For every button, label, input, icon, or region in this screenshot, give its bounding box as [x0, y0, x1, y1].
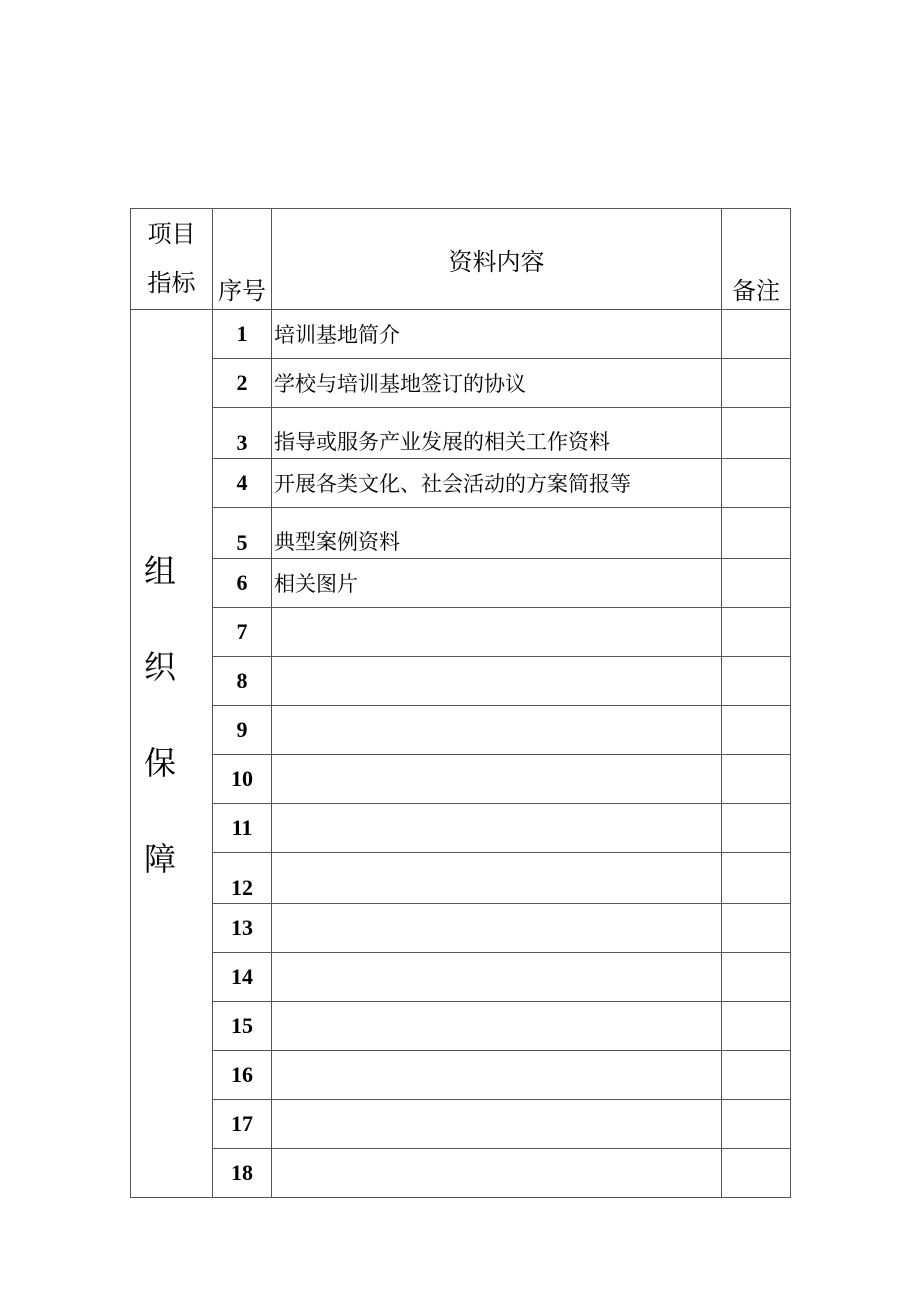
row-content: 开展各类文化、社会活动的方案简报等 — [272, 459, 722, 508]
row-number: 13 — [213, 904, 272, 953]
header-row — [131, 209, 791, 310]
row-note — [722, 1100, 791, 1149]
row-note — [722, 755, 791, 804]
row-number: 17 — [213, 1100, 272, 1149]
table-row — [131, 755, 791, 804]
table-row — [131, 1149, 791, 1198]
row-number: 8 — [213, 657, 272, 706]
row-content — [272, 755, 722, 804]
row-content — [272, 657, 722, 706]
table-row — [131, 608, 791, 657]
row-content — [272, 904, 722, 953]
category-char: 保 — [144, 743, 177, 782]
row-note — [722, 804, 791, 853]
row-number: 9 — [213, 706, 272, 755]
table-row — [131, 706, 791, 755]
materials-table — [130, 208, 791, 1198]
row-content: 典型案例资料 — [272, 508, 722, 559]
row-content — [272, 953, 722, 1002]
table-row — [131, 657, 791, 706]
table-row — [131, 459, 791, 508]
table-row — [131, 508, 791, 559]
row-number: 5 — [213, 508, 272, 559]
row-note — [722, 853, 791, 904]
header-content: 资料内容 — [272, 209, 722, 310]
table-row — [131, 804, 791, 853]
table-row — [131, 853, 791, 904]
row-note — [722, 359, 791, 408]
row-content: 培训基地简介 — [272, 310, 722, 359]
row-note — [722, 608, 791, 657]
row-note — [722, 1051, 791, 1100]
row-content — [272, 608, 722, 657]
row-content — [272, 1051, 722, 1100]
table-row — [131, 359, 791, 408]
row-note — [722, 953, 791, 1002]
header-seq: 序号 — [213, 209, 272, 310]
row-note — [722, 1149, 791, 1198]
row-number: 18 — [213, 1149, 272, 1198]
row-number: 1 — [213, 310, 272, 359]
row-number: 11 — [213, 804, 272, 853]
category-char: 织 — [144, 647, 177, 686]
row-content — [272, 853, 722, 904]
row-content — [272, 706, 722, 755]
row-content — [272, 1100, 722, 1149]
table-row — [131, 408, 791, 459]
row-number: 6 — [213, 559, 272, 608]
row-content — [272, 804, 722, 853]
category-char: 障 — [144, 839, 177, 878]
row-note — [722, 559, 791, 608]
row-number: 16 — [213, 1051, 272, 1100]
row-content: 相关图片 — [272, 559, 722, 608]
table-row — [131, 1100, 791, 1149]
table-row — [131, 1051, 791, 1100]
row-note — [722, 1002, 791, 1051]
row-note — [722, 706, 791, 755]
header-item-indicator — [131, 209, 213, 310]
category-organization-guarantee — [131, 310, 213, 1198]
table-row — [131, 559, 791, 608]
row-content: 指导或服务产业发展的相关工作资料 — [272, 408, 722, 459]
row-number: 4 — [213, 459, 272, 508]
row-note — [722, 310, 791, 359]
header-item-line1: 项目 — [147, 220, 196, 248]
row-content — [272, 1149, 722, 1198]
row-note — [722, 904, 791, 953]
row-number: 15 — [213, 1002, 272, 1051]
table-row — [131, 1002, 791, 1051]
header-note: 备注 — [722, 209, 791, 310]
table-row — [131, 953, 791, 1002]
row-number: 14 — [213, 953, 272, 1002]
header-item-line2: 指标 — [147, 269, 196, 297]
row-content: 学校与培训基地签订的协议 — [272, 359, 722, 408]
table-row — [131, 904, 791, 953]
category-char: 组 — [144, 551, 177, 590]
row-note — [722, 508, 791, 559]
row-number: 10 — [213, 755, 272, 804]
row-note — [722, 657, 791, 706]
row-note — [722, 408, 791, 459]
table-row — [131, 310, 791, 359]
row-number: 2 — [213, 359, 272, 408]
row-number: 3 — [213, 408, 272, 459]
row-number: 7 — [213, 608, 272, 657]
row-number: 12 — [213, 853, 272, 904]
row-note — [722, 459, 791, 508]
row-content — [272, 1002, 722, 1051]
